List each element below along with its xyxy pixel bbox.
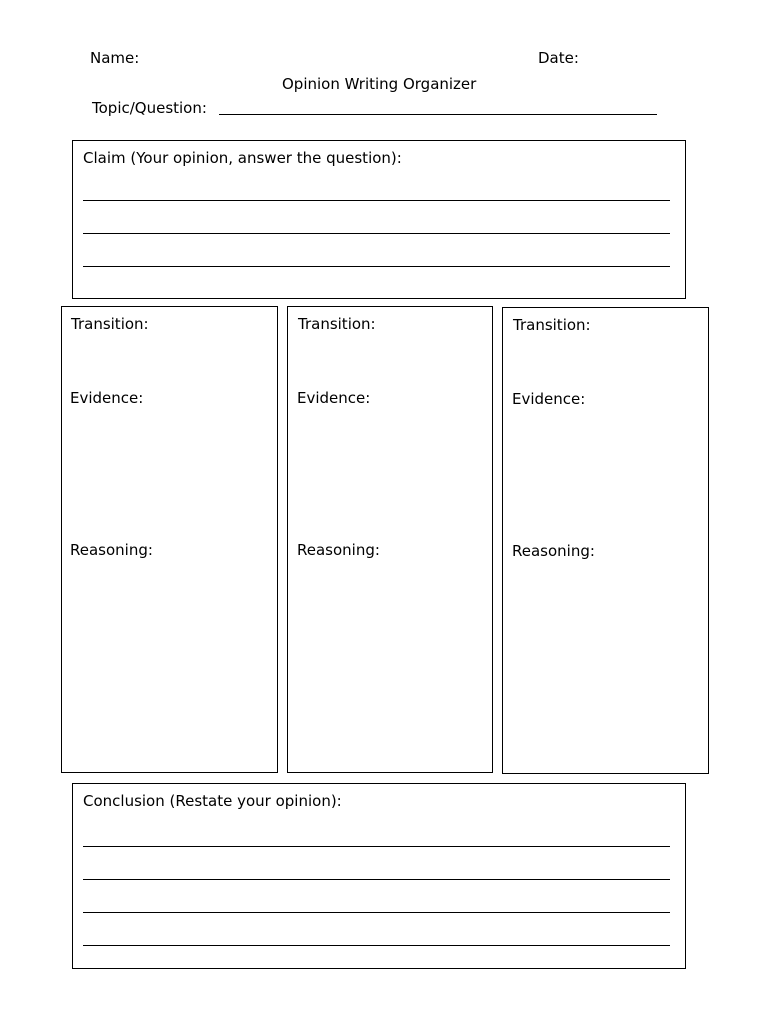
reason-column-3 — [502, 307, 709, 774]
claim-box — [72, 140, 686, 299]
transition-label: Transition: — [298, 315, 376, 333]
topic-answer-line[interactable] — [219, 114, 657, 115]
name-label: Name: — [90, 49, 140, 67]
conclusion-line-2[interactable] — [83, 879, 670, 880]
conclusion-line-3[interactable] — [83, 912, 670, 913]
reasoning-label: Reasoning: — [512, 542, 595, 560]
conclusion-label: Conclusion (Restate your opinion): — [83, 792, 342, 810]
topic-label: Topic/Question: — [92, 99, 207, 117]
evidence-label: Evidence: — [70, 389, 144, 407]
claim-line-1[interactable] — [83, 200, 670, 201]
worksheet-title: Opinion Writing Organizer — [282, 75, 477, 93]
reasoning-label: Reasoning: — [70, 541, 153, 559]
conclusion-line-4[interactable] — [83, 945, 670, 946]
transition-label: Transition: — [513, 316, 591, 334]
transition-label: Transition: — [71, 315, 149, 333]
claim-line-3[interactable] — [83, 266, 670, 267]
claim-line-2[interactable] — [83, 233, 670, 234]
reason-column-2 — [287, 306, 493, 773]
claim-label: Claim (Your opinion, answer the question): — [83, 149, 402, 167]
conclusion-box — [72, 783, 686, 969]
evidence-label: Evidence: — [512, 390, 586, 408]
date-label: Date: — [538, 49, 579, 67]
reasoning-label: Reasoning: — [297, 541, 380, 559]
conclusion-line-1[interactable] — [83, 846, 670, 847]
evidence-label: Evidence: — [297, 389, 371, 407]
reason-column-1 — [61, 306, 278, 773]
